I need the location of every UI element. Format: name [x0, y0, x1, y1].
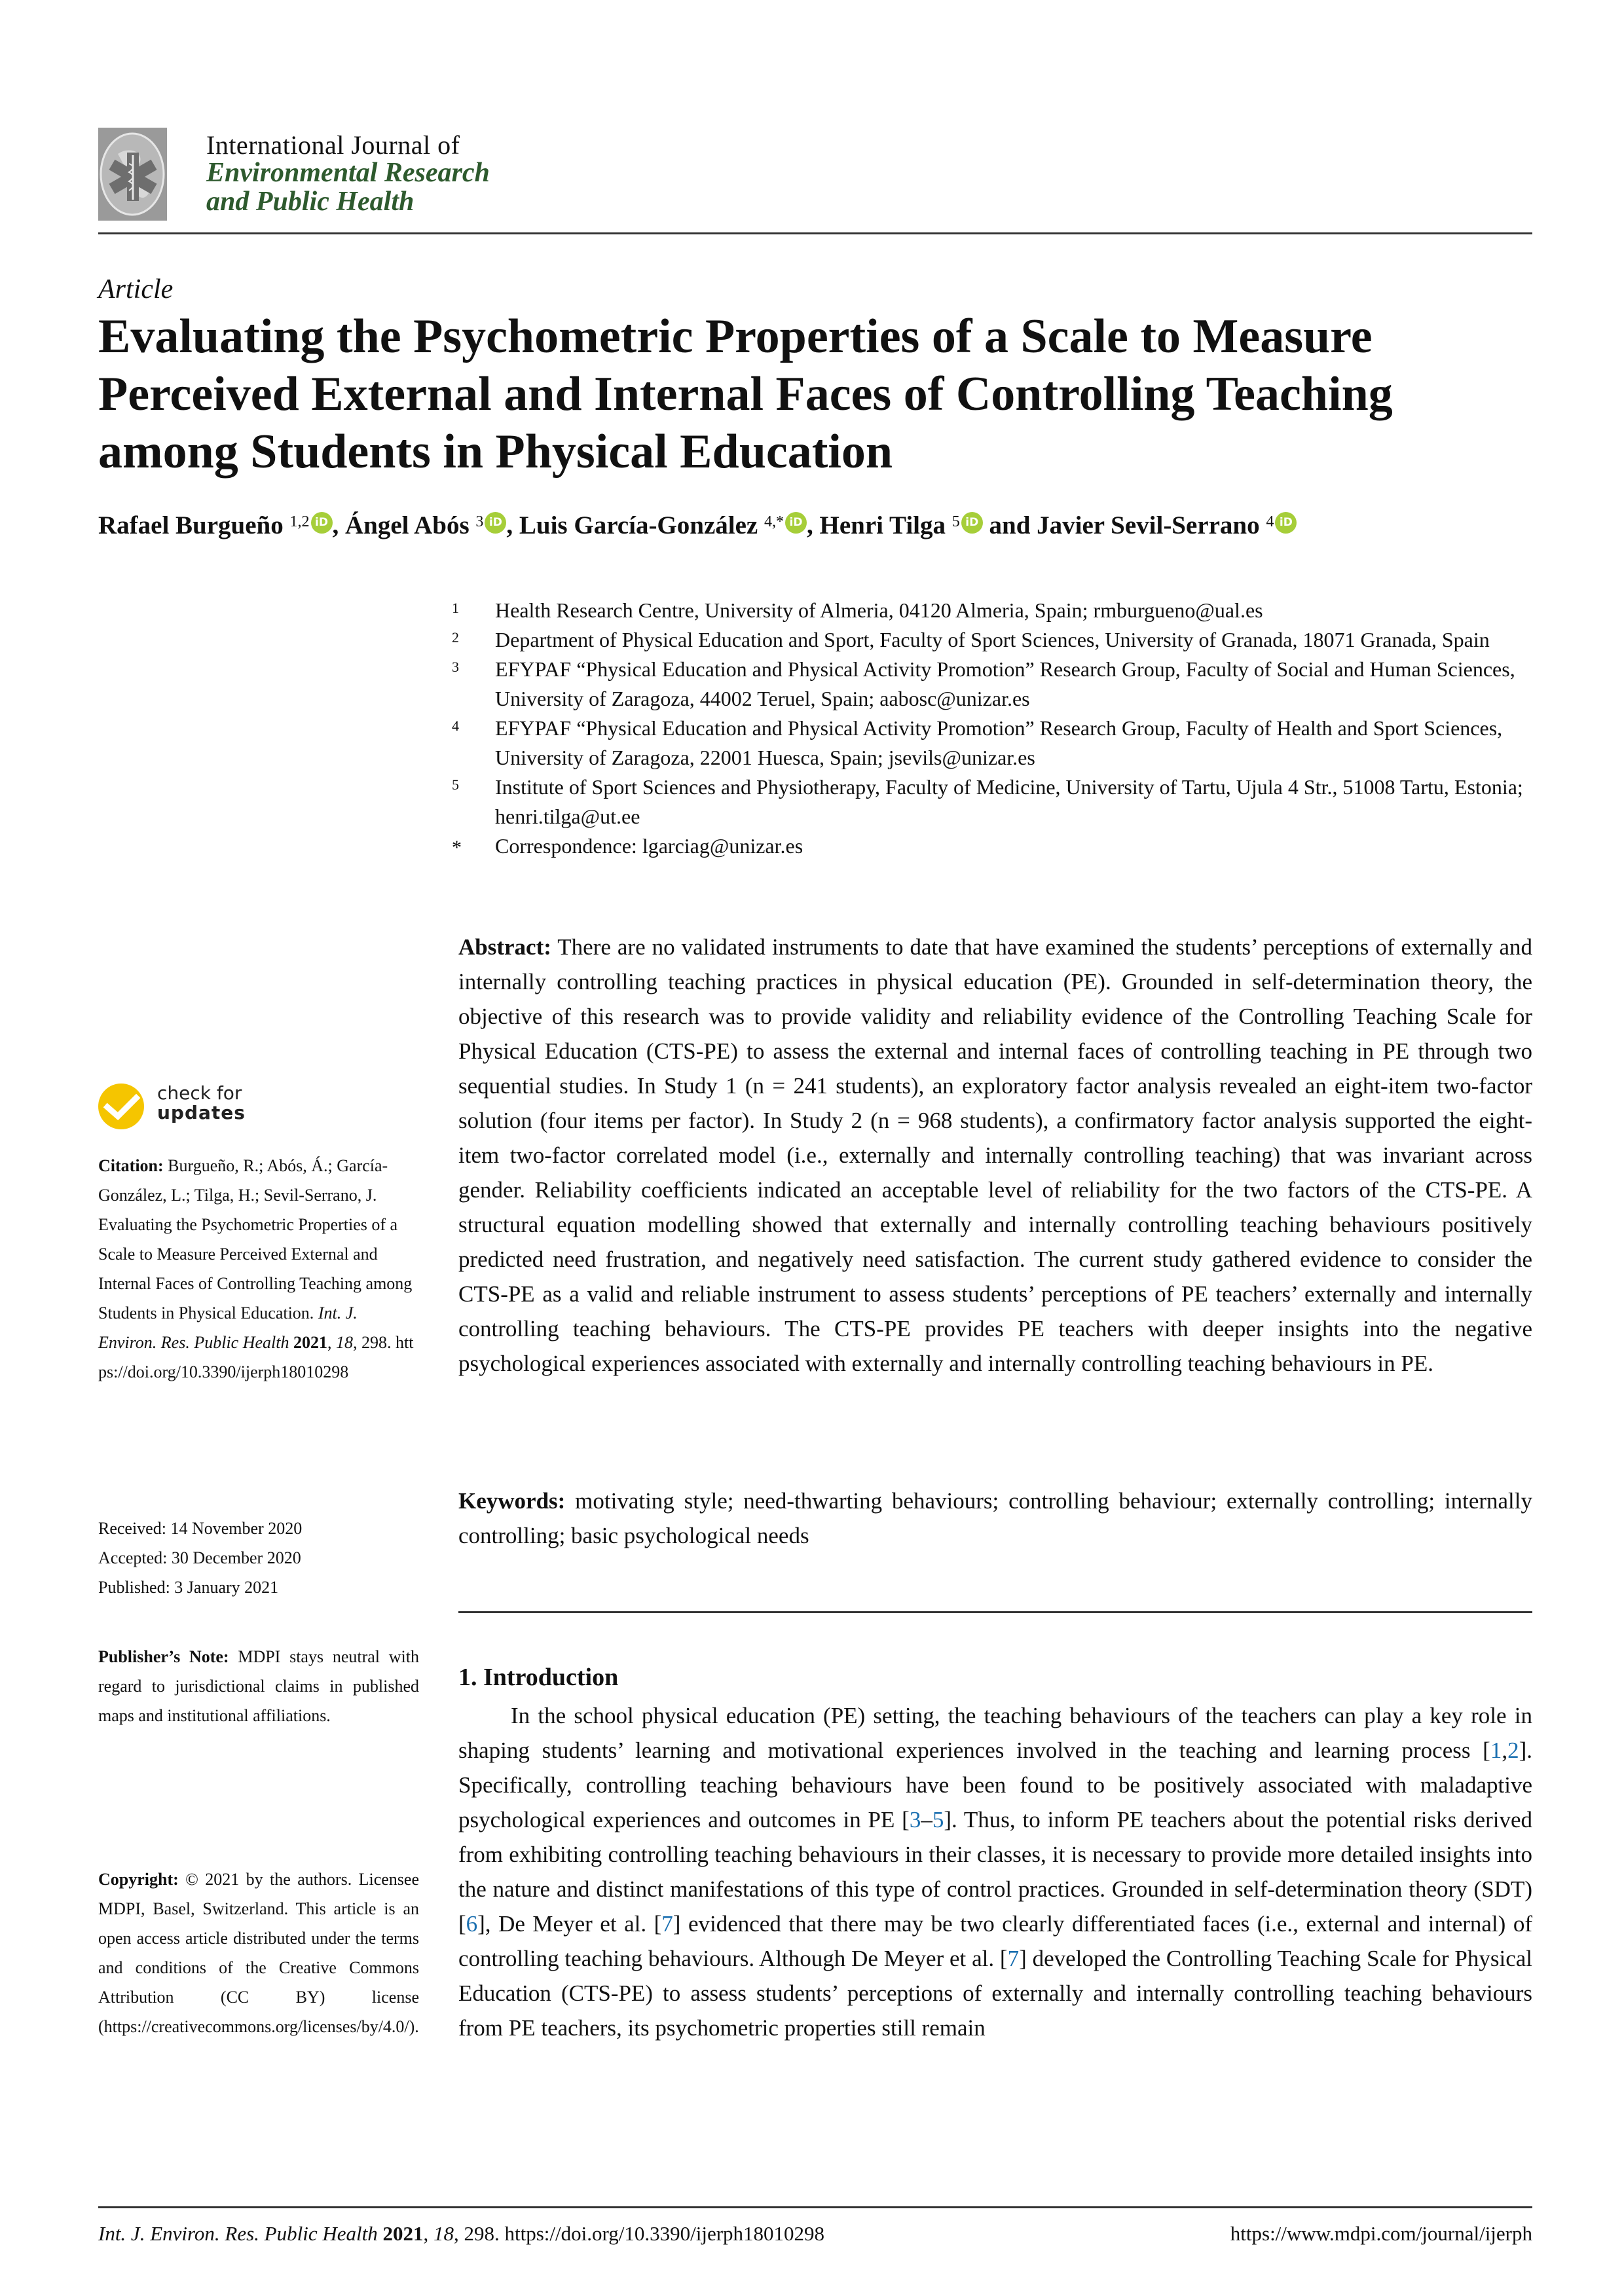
orcid-icon[interactable]: iD	[1275, 512, 1297, 534]
author-affiliation-sup: 4	[1266, 513, 1274, 530]
orcid-icon[interactable]: iD	[961, 512, 983, 534]
keywords-label: Keywords:	[458, 1488, 566, 1514]
header-divider	[98, 232, 1532, 234]
paragraph-text: –	[921, 1807, 932, 1832]
article-title: Evaluating the Psychometric Properties of a Scale to Measure Perceived External and Internal Faces of Controlling Teaching among Students in Physical Education	[98, 310, 1393, 479]
correspondence-text[interactable]: Correspondence: lgarciag@unizar.es	[495, 834, 803, 858]
keywords-text: motivating style; need-thwarting behaviours; controlling behaviour; externally controlling; internally controlling; basic psychological needs	[458, 1488, 1532, 1548]
check-for-updates-button[interactable]	[98, 1084, 413, 1129]
affiliation-text: Department of Physical Education and Sport, Faculty of Sport Sciences, University of Granada, 18071 Granada, Spain	[495, 628, 1490, 651]
publisher-note	[98, 1642, 419, 1730]
paragraph-text: ]. Thus, to inform PE teachers about the potential risks derived from exhibiting controlling teaching behaviours in their classes, it is necessary to provide more detailed insights into the nature and distinct manifestations of this type of control practices. Grounded in self-determination theory (SDT) [	[458, 1807, 1533, 1937]
affiliation-text: EFYPAF “Physical Education and Physical Activity Promotion” Research Group, Faculty of Health and Sport Sciences, University of Zaragoza, 22001 Huesca, Spain; jsevils@unizar.es	[495, 716, 1503, 769]
journal-logo	[98, 128, 167, 221]
footer-journal-url[interactable]: https://www.mdpi.com/journal/ijerph	[1230, 2222, 1532, 2245]
separator: and	[982, 511, 1037, 539]
affiliation-number: 2	[452, 629, 459, 646]
author-list	[98, 509, 1539, 542]
accepted-date: Accepted: 30 December 2020	[98, 1548, 301, 1567]
orcid-icon[interactable]: iD	[785, 512, 807, 534]
citation-ref-link[interactable]: 7	[661, 1911, 673, 1937]
affiliation-number: 5	[452, 776, 459, 793]
journal-name-line2a: Environmental Research	[206, 158, 490, 188]
affiliation-text: Institute of Sport Sciences and Physiotherapy, Faculty of Medicine, University of Tartu, Ujula 4 Str., 51008 Tartu, Estonia; henri.tilga@ut.ee	[495, 775, 1523, 828]
citation-ref-link[interactable]: 5	[932, 1807, 944, 1832]
footer-volume: 18	[433, 2222, 454, 2245]
affiliation-text: EFYPAF “Physical Education and Physical Activity Promotion” Research Group, Faculty of Social and Human Sciences, University of Zaragoza, 44002 Teruel, Spain; aabosc@unizar.es	[495, 657, 1515, 710]
copyright-text: © 2021 by the authors. Licensee MDPI, Basel, Switzerland. This article is an open access article distributed under the terms and conditions of the Creative Commons Attribution (CC BY) license (https://creativecommons.org/licenses/by/4.0/).	[98, 1870, 420, 2036]
footer-year: 2021	[382, 2222, 424, 2245]
citation-doi-link[interactable]: https://doi.org/10.3390/ijerph18010298	[98, 1333, 414, 1381]
publisher-note-label: Publisher’s Note:	[98, 1647, 229, 1666]
separator: ,	[506, 511, 519, 539]
affiliations	[452, 596, 1532, 861]
citation-year: 2021	[293, 1333, 327, 1352]
footer-doi-link[interactable]: , 298. https://doi.org/10.3390/ijerph18010298	[453, 2222, 825, 2245]
citation-journal: Int. J. Environ. Res. Public Health	[98, 1303, 358, 1352]
copyright-label: Copyright:	[98, 1870, 179, 1889]
footer-divider	[98, 2206, 1532, 2208]
abstract	[458, 930, 1532, 1381]
footer-citation: Int. J. Environ. Res. Public Health 2021, 18, 298. https://doi.org/10.3390/ijerph18010298	[98, 2222, 825, 2245]
globe-star-of-life-icon	[98, 128, 167, 221]
paragraph-text: ]. Specifically, controlling teaching behaviours have been found to be positively associated with maladaptive psychological experiences and outcomes in PE [	[458, 1738, 1532, 1832]
citation-ref-link[interactable]: 2	[1507, 1738, 1519, 1763]
author-name[interactable]: Luis García-González	[519, 511, 758, 539]
author-affiliation-sup: 3	[475, 513, 484, 530]
citation-block: Citation: Burgueño, R.; Abós, Á.; García-González, L.; Tilga, H.; Sevil-Serrano, J. Evaluating the Psychometric Properties of a Scale to Measure Perceived External and Internal Faces of Controlling Teaching among Students in Physical Education. Int. J. Environ. Res. Public Health 2021, 18, 298. https://doi.org/10.3390/ijerph18010298	[98, 1156, 414, 1381]
citation-label: Citation:	[98, 1156, 164, 1175]
affiliation-number: 4	[452, 718, 459, 734]
keywords	[458, 1484, 1532, 1553]
author-name[interactable]: Ángel Abós	[345, 511, 470, 539]
author-affiliation-sup: 4,*	[764, 513, 784, 530]
section-divider	[458, 1611, 1532, 1613]
section-heading-introduction: 1. Introduction	[458, 1664, 619, 1691]
affiliation-item	[452, 596, 1532, 625]
affiliation-number: 1	[452, 600, 459, 616]
publisher-note-text: MDPI stays neutral with regard to jurisdictional claims in published maps and institutional affiliations.	[98, 1647, 419, 1725]
affiliation-text: Health Research Centre, University of Almeria, 04120 Almeria, Spain; rmburgueno@ual.es	[495, 598, 1263, 622]
received-date: Received: 14 November 2020	[98, 1519, 303, 1538]
footer-journal: Int. J. Environ. Res. Public Health	[98, 2222, 378, 2245]
paragraph-text: ] evidenced that there may be two clearly differentiated faces (i.e., external and internal) of controlling teaching behaviours. Although De Meyer et al. [	[458, 1911, 1532, 1971]
separator: ,	[332, 511, 345, 539]
introduction-paragraph	[458, 1698, 1532, 2045]
affiliation-number: 3	[452, 659, 459, 675]
abstract-label: Abstract:	[458, 934, 551, 960]
citation-ref-link[interactable]: 6	[466, 1911, 478, 1937]
citation-ref-link[interactable]: 1	[1490, 1738, 1502, 1763]
check-for-updates-line1: check for	[157, 1082, 242, 1104]
author-name[interactable]: Henri Tilga	[819, 511, 946, 539]
affiliation-number: *	[452, 837, 462, 858]
orcid-icon[interactable]: iD	[311, 512, 333, 534]
citation-text: Burgueño, R.; Abós, Á.; García-González, L.; Tilga, H.; Sevil-Serrano, J. Evaluating the Psychometric Properties of a Scale to Measure Perceived External and Internal Faces of Controlling Teaching among Students in Physical Education.	[98, 1156, 413, 1322]
author-name[interactable]: Javier Sevil-Serrano	[1037, 511, 1260, 539]
published-date: Published: 3 January 2021	[98, 1578, 279, 1597]
author-name[interactable]: Rafael Burgueño	[98, 511, 284, 539]
journal-name-line1: International Journal of	[206, 130, 460, 160]
citation-volume: 18	[335, 1333, 353, 1352]
author-affiliation-sup: 5	[951, 513, 960, 530]
check-for-updates-line2: updates	[157, 1102, 246, 1123]
paragraph-text: ,	[1502, 1738, 1508, 1763]
citation-ref-link[interactable]: 3	[909, 1807, 921, 1832]
journal-name-line2b: and Public Health	[206, 187, 415, 217]
journal-name-line2	[206, 158, 490, 216]
paragraph-text: ], De Meyer et al. [	[477, 1911, 662, 1937]
separator: ,	[806, 511, 820, 539]
orcid-icon[interactable]: iD	[485, 512, 506, 534]
copyright-notice	[98, 1865, 419, 2041]
check-for-updates-icon	[98, 1084, 144, 1129]
affiliation-item	[452, 655, 1532, 714]
article-type: Article	[98, 274, 174, 304]
citation-pages: 298.	[361, 1333, 392, 1352]
affiliation-item	[452, 625, 1532, 655]
correspondence-item	[452, 831, 1532, 861]
abstract-text: There are no validated instruments to date that have examined the students’ perceptions of externally and internally controlling teaching practices in physical education (PE). Grounded in self-determination theory, the objective of this research was to provide validity and reliability evidence of the Controlling Teaching Scale for Physical Education (CTS-PE) to assess the external and internal faces of controlling teaching in PE through two sequential studies. In Study 1 (n = 241 students), an exploratory factor analysis revealed an eight-item two-factor solution (four items per factor). In Study 2 (n = 968 students), a confirmatory factor analysis supported the eight-item two-factor correlated model (i.e., externally and internally controlling teaching) that was invariant across gender. Reliability coefficients indicated an acceptable level of reliability for the two factors of the CTS-PE. A structural equation modelling showed that externally and internally controlling teaching behaviours positively predicted need frustration, and negatively need satisfaction. The current study gathered evidence to consider the CTS-PE as a valid and reliable instrument to assess students’ perceptions of PE teachers’ externally and internally controlling teaching behaviours. The CTS-PE provides PE teachers with deeper insights into the negative psychological experiences associated with externally and internally controlling teaching behaviours in PE.	[458, 934, 1533, 1376]
affiliation-item	[452, 714, 1532, 773]
citation-ref-link[interactable]: 7	[1007, 1946, 1020, 1971]
publication-dates	[98, 1514, 419, 1602]
paragraph-text: ] developed the Controlling Teaching Scale for Physical Education (CTS-PE) to assess students’ perceptions of externally and internally controlling teaching behaviours from PE teachers, its psychometric properties still remain	[458, 1946, 1532, 2041]
paragraph-text: In the school physical education (PE) setting, the teaching behaviours of the teachers can play a key role in shaping students’ learning and motivational experiences involved in the teaching and learning process [	[458, 1703, 1532, 1763]
affiliation-item	[452, 773, 1532, 831]
author-affiliation-sup: 1,2	[289, 513, 310, 530]
